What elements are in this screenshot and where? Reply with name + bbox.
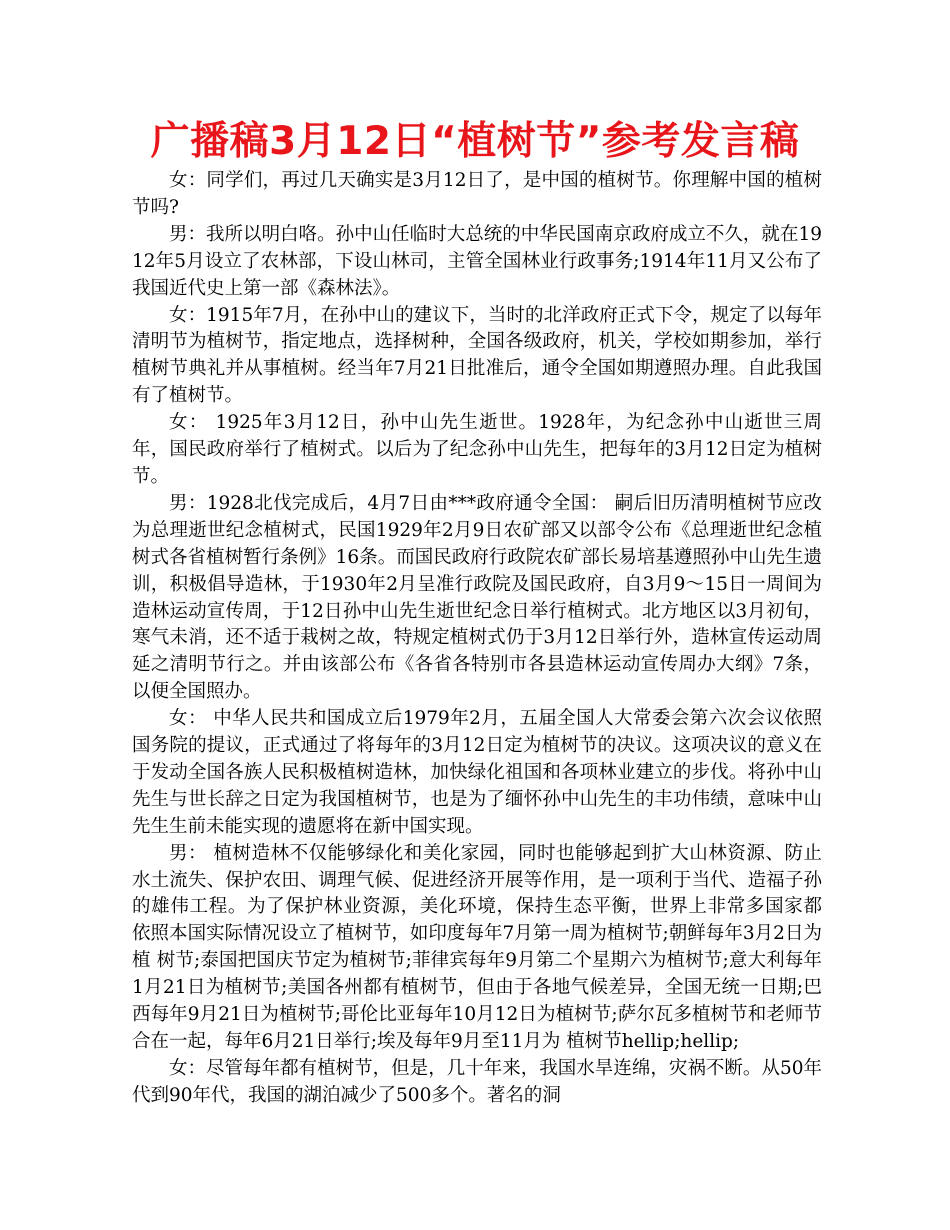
paragraph: 女： 1925年3月12日，孙中山先生逝世。1928年，为纪念孙中山逝世三周年，国民政府举行了植树式。以后为了纪念孙中山先生，把每年的3月12日定为植树节。 xyxy=(132,412,822,487)
document-title: 广播稿3月12日“植树节”参考发言稿 xyxy=(150,119,800,164)
document-body xyxy=(132,168,822,1110)
paragraph: 女：尽管每年都有植树节，但是，几十年来，我国水旱连绵，灾祸不断。从50年代到90年代，我国的湖泊减少了500多个。著名的洞 xyxy=(132,1057,822,1106)
paragraph: 女：同学们，再过几天确实是3月12日了，是中国的植树节。你理解中国的植树节吗? xyxy=(132,170,822,218)
paragraph: 男：1928北伐完成后，4月7日由***政府通令全国： 嗣后旧历清明植树节应改为总理逝世纪念植树式，民国1929年2月9日农矿部又以部令公布《总理逝世纪念植树式各省植树暂行条例》16条。而国民政府行政院农矿部长易培基遵照孙中山先生遗训，积极倡导造林，于1930年2月呈准行政院及国民政府，自3月9～15日一周间为造林运动宣传周，于12日孙中山先生逝世纪念日举行植树式。北方地区以3月初旬，寒气未消，还不适于栽树之故，特规定植树式仍于3月12日举行外，造林宣传运动周延之清明节行之。并由该部公布《各省各特别市各县造林运动宣传周办大纲》7条，以便全国照办。 xyxy=(132,492,822,703)
paragraph: 女：1915年7月，在孙中山的建议下，当时的北洋政府正式下令，规定了以每年清明节为植树节，指定地点，选择树种，全国各级政府，机关，学校如期参加，举行植树节典礼并从事植树。经当年7月21日批准后，通令全国如期遵照办理。自此我国有了植树节。 xyxy=(132,304,822,407)
paragraph: 男： 植树造林不仅能够绿化和美化家园，同时也能够起到扩大山林资源、防止水土流失、保护农田、调理气候、促进经济开展等作用，是一项利于当代、造福子孙的雄伟工程。为了保护林业资源，美化环境，保持生态平衡，世界上非常多国家都 依照本国实际情况设立了植树节，如印度每年7月第一周为植树节;朝鲜每年3月2日为植 树节;泰国把国庆节定为植树节;菲律宾每年9月第二个星期六为植树节;意大利每年1月21日为植树节;美国各州都有植树节，但由于各地气候差异，全国无统一日期;巴西每年9月21日为植树节;哥伦比亚每年10月12日为植树节;萨尔瓦多植树节和老师节合在一起，每年6月21日举行;埃及每年9月至11月为 植树节hellip;hellip; xyxy=(132,842,822,1052)
paragraph: 女： 中华人民共和国成立后1979年2月，五届全国人大常委会第六次会议依照国务院的提议，正式通过了将每年的3月12日定为植树节的决议。这项决议的意义在于发动全国各族人民积极植树造林，加快绿化祖国和各项林业建立的步伐。将孙中山先生与世长辞之日定为我国植树节，也是为了缅怀孙中山先生的丰功伟绩，意味中山先生生前未能实现的遗愿将在新中国实现。 xyxy=(132,708,822,837)
paragraph: 男：我所以明白咯。孙中山任临时大总统的中华民国南京政府成立不久，就在1912年5月设立了农林部，下设山林司，主管全国林业行政事务;1914年11月又公布了我国近代史上第一部《森林法》。 xyxy=(132,223,822,299)
